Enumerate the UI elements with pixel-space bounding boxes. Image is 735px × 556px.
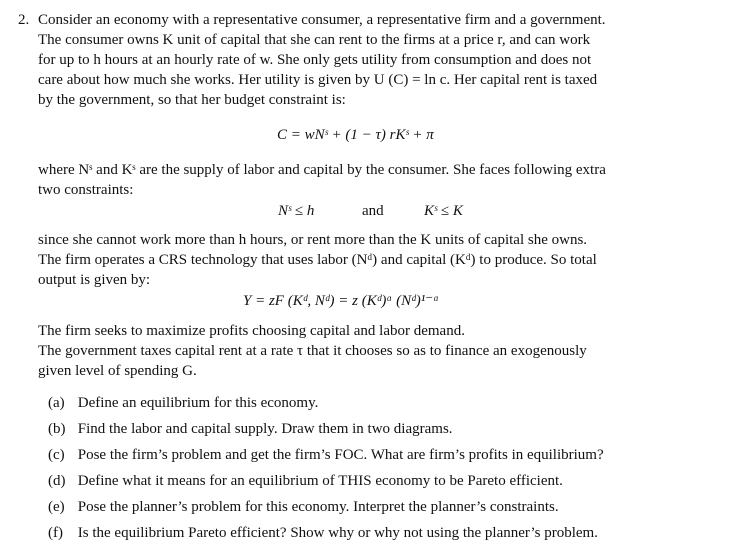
part-text: Define an equilibrium for this economy. [77,395,319,411]
intro-line: care about how much she works. Her utility is given by U (C) = ln c. Her capital rent is taxed [38,72,598,88]
part-text: Define what it means for an equilibrium of THIS economy to be Pareto efficient. [77,473,563,489]
intro-line: The consumer owns K unit of capital that she can rent to the firms at a price r, and can work [38,32,591,48]
part-text: Pose the firm’s problem and get the firm’s FOC. What are firm’s profits in equilibrium? [77,447,604,463]
body-line: given level of spending G. [38,363,197,379]
body-line: where Nˢ and Kˢ are the supply of labor and capital by the consumer. She faces following extra [38,162,606,178]
constraint-connector: and [362,203,384,219]
part-label: (e) [48,499,65,515]
body-line: The firm seeks to maximize profits choosing capital and labor demand. [38,323,465,339]
question-part-b [48,420,453,438]
part-text: Find the labor and capital supply. Draw them in two diagrams. [77,421,453,437]
budget-constraint-equation: C = wNˢ + (1 − τ) rKˢ + π [277,127,434,143]
question-part-a [48,394,318,412]
question-part-e [48,498,559,516]
problem-number: 2. [18,12,30,28]
capital-constraint: Kˢ ≤ K [424,203,463,219]
body-line: The firm operates a CRS technology that uses labor (Nᵈ) and capital (Kᵈ) to produce. So total [38,252,597,268]
part-label: (d) [48,473,66,489]
part-label: (b) [48,421,66,437]
part-label: (f) [48,525,63,541]
body-line: The government taxes capital rent at a rate τ that it chooses so as to finance an exogenously [38,343,587,359]
question-part-c [48,446,604,464]
intro-line: by the government, so that her budget constraint is: [38,92,346,108]
body-line: since she cannot work more than h hours, or rent more than the K units of capital she owns. [38,232,588,248]
question-part-f [48,524,598,542]
part-label: (c) [48,447,65,463]
labor-constraint: Nˢ ≤ h [278,203,315,219]
intro-line: for up to h hours at an hourly rate of w. She only gets utility from consumption and does not [38,52,592,68]
part-text: Pose the planner’s problem for this economy. Interpret the planner’s constraints. [77,499,559,515]
body-line: output is given by: [38,272,151,288]
question-part-d [48,472,563,490]
part-text: Is the equilibrium Pareto efficient? Show why or why not using the planner’s problem. [77,525,598,541]
body-line: two constraints: [38,182,134,198]
production-function-equation: Y = zF (Kᵈ, Nᵈ) = z (Kᵈ)ᵅ (Nᵈ)¹⁻ᵅ [243,293,440,309]
part-label: (a) [48,395,65,411]
intro-line: Consider an economy with a representative consumer, a representative firm and a government. [38,12,606,28]
